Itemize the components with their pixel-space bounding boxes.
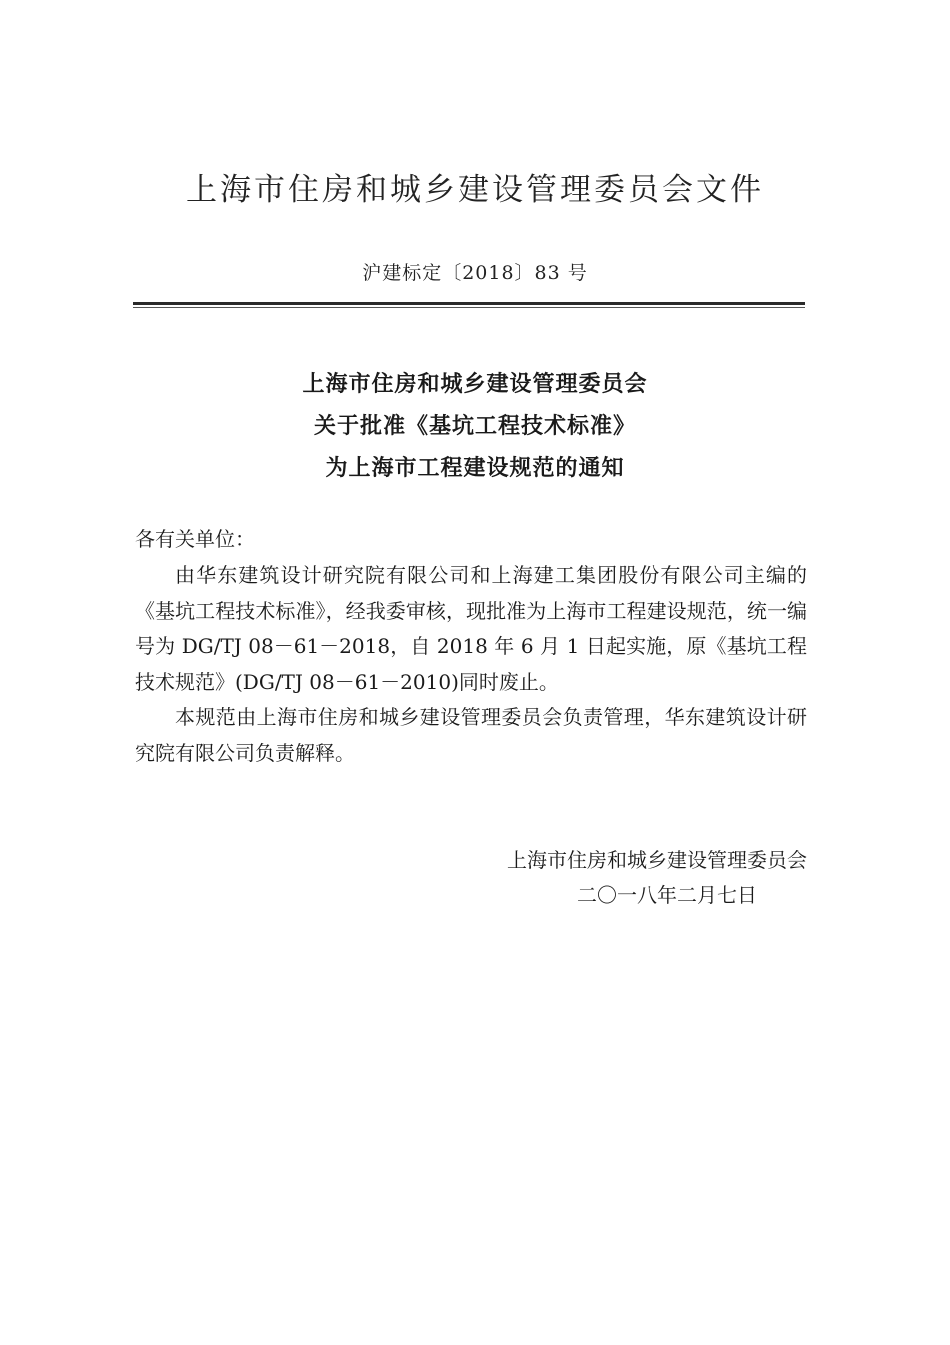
document-number: 沪建标定〔2018〕83 号 (362, 262, 588, 284)
notice-title (0, 364, 950, 490)
salutation: 各有关单位： (135, 527, 255, 551)
notice-title-line-2: 关于批准《基坑工程技术标准》 (313, 414, 636, 439)
document-header-title: 上海市住房和城乡建设管理委员会文件 (186, 172, 764, 208)
body-paragraph-2: 本规范由上海市住房和城乡建设管理委员会负责管理，华东建筑设计研究院有限公司负责解释。 (135, 705, 807, 765)
signature-block (507, 843, 807, 913)
signature-organization: 上海市住房和城乡建设管理委员会 (507, 848, 807, 872)
notice-title-line-1: 上海市住房和城乡建设管理委员会 (302, 372, 648, 397)
notice-body (135, 558, 807, 771)
header-divider-thick (133, 302, 805, 305)
signature-date: 二〇一八年二月七日 (577, 883, 757, 907)
notice-title-line-3: 为上海市工程建设规范的通知 (325, 456, 625, 481)
header-divider-thin (133, 307, 805, 308)
body-paragraph-1: 由华东建筑设计研究院有限公司和上海建工集团股份有限公司主编的《基坑工程技术标准》，经我委审核，现批准为上海市工程建设规范，统一编号为 DG/TJ 08－61－2018，自 2018 年 6 月 1 日起实施，原《基坑工程技术规范》(DG/TJ 08－61－2010)同时废止。 (135, 563, 807, 694)
